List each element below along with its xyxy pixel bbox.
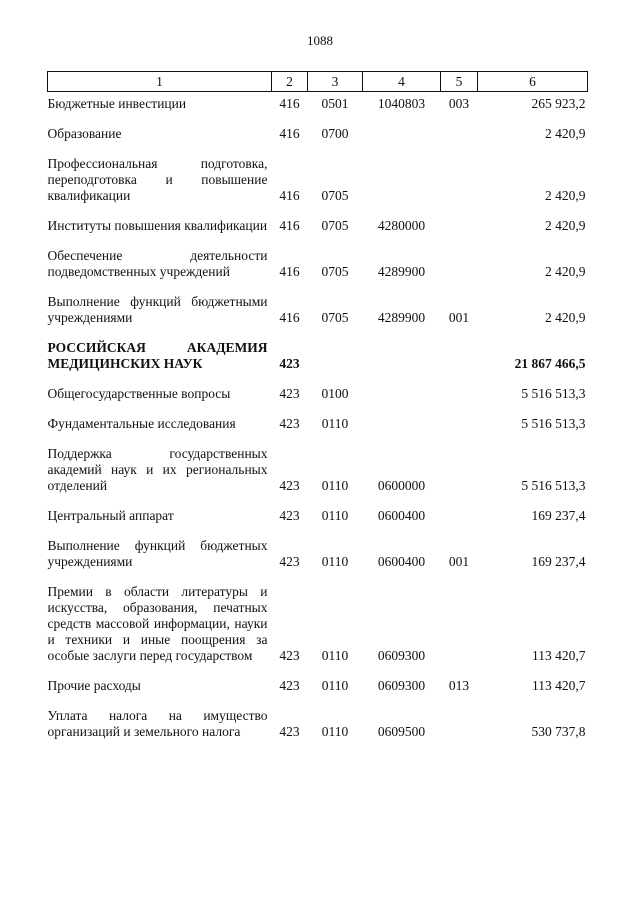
row-expense-type-code: 001 (448, 554, 470, 569)
row-expense-type-code (441, 372, 478, 402)
table-row (48, 664, 588, 694)
row-amount: 21 867 466,5 (514, 356, 586, 371)
table-row (48, 402, 588, 432)
row-section-code: 0110 (321, 724, 349, 739)
row-expense-type-code (441, 326, 478, 372)
row-expense-type-code (441, 142, 478, 204)
page-number: 1088 (307, 33, 333, 48)
budget-table (47, 71, 588, 740)
table-row (48, 92, 588, 113)
row-target-article-code: 0600000 (377, 478, 426, 493)
row-expense-type-code: 001 (448, 310, 470, 325)
row-target-article-code (363, 402, 441, 432)
row-name: Центральный аппарат (47, 508, 174, 523)
column-header-5: 5 (441, 72, 478, 92)
row-section-code: 0501 (321, 96, 349, 111)
row-amount: 2 420,9 (545, 126, 586, 141)
column-header-6: 6 (478, 72, 588, 92)
row-expense-type-code (441, 432, 478, 494)
row-ministry-code: 416 (279, 264, 300, 279)
column-header-2: 2 (272, 72, 308, 92)
row-target-article-code (363, 112, 441, 142)
row-name: Образование (47, 126, 122, 141)
row-section-code: 0705 (321, 188, 349, 203)
row-ministry-code: 423 (279, 508, 300, 523)
table-row (48, 432, 588, 494)
row-amount: 169 237,4 (531, 508, 586, 523)
row-name: РОССИЙСКАЯ АКАДЕМИЯ МЕДИЦИНСКИХ НАУК (47, 340, 268, 371)
row-section-code: 0110 (321, 478, 349, 493)
row-ministry-code: 423 (279, 648, 300, 663)
row-expense-type-code (441, 402, 478, 432)
row-ministry-code: 423 (279, 386, 300, 401)
row-name: Прочие расходы (47, 678, 141, 693)
row-amount: 5 516 513,3 (521, 478, 586, 493)
row-name: Фундаментальные исследования (47, 416, 236, 431)
row-ministry-code: 423 (279, 554, 300, 569)
row-target-article-code: 0609300 (377, 648, 426, 663)
row-target-article-code: 4289900 (377, 310, 426, 325)
row-section-code: 0110 (321, 554, 349, 569)
table-row (48, 280, 588, 326)
row-amount: 2 420,9 (545, 310, 586, 325)
row-amount: 113 420,7 (532, 678, 586, 693)
row-amount: 5 516 513,3 (521, 386, 586, 401)
column-header-4: 4 (363, 72, 441, 92)
row-expense-type-code (441, 112, 478, 142)
table-row (48, 112, 588, 142)
table-row (48, 694, 588, 740)
row-name: Общегосударственные вопросы (47, 386, 231, 401)
row-ministry-code: 423 (279, 678, 300, 693)
row-expense-type-code (441, 570, 478, 664)
row-name: Выполнение функций бюджетными учреждениями (47, 294, 268, 325)
row-expense-type-code: 003 (448, 96, 470, 111)
row-ministry-code: 423 (279, 724, 300, 739)
row-target-article-code (363, 142, 441, 204)
row-target-article-code: 4289900 (377, 264, 426, 279)
row-amount: 5 516 513,3 (521, 416, 586, 431)
row-section-code: 0110 (321, 648, 349, 663)
row-name: Обеспечение деятельности подведомственных учреждений (47, 248, 268, 279)
row-ministry-code: 423 (279, 356, 300, 371)
row-ministry-code: 416 (279, 218, 300, 233)
row-amount: 2 420,9 (545, 264, 586, 279)
row-target-article-code: 1040803 (377, 96, 426, 111)
row-section-code: 0705 (321, 310, 349, 325)
table-row (48, 494, 588, 524)
column-header-1: 1 (48, 72, 272, 92)
table-row (48, 142, 588, 204)
row-name: Институты повышения квалификации (47, 218, 268, 233)
column-header-3: 3 (308, 72, 363, 92)
row-target-article-code: 0600400 (377, 554, 426, 569)
row-amount: 113 420,7 (532, 648, 586, 663)
row-name: Поддержка государственных академий наук и их региональных отделений (47, 446, 268, 493)
table-row (48, 204, 588, 234)
row-amount: 2 420,9 (545, 188, 586, 203)
row-section-code (308, 326, 363, 372)
row-section-code: 0110 (321, 416, 349, 431)
row-amount: 2 420,9 (545, 218, 586, 233)
row-ministry-code: 416 (279, 188, 300, 203)
row-expense-type-code (441, 694, 478, 740)
row-section-code: 0110 (321, 678, 349, 693)
table-row (48, 570, 588, 664)
row-name: Бюджетные инвестиции (47, 96, 187, 111)
row-ministry-code: 423 (279, 416, 300, 431)
row-name: Выполнение функций бюджетных учреждениями (47, 538, 268, 569)
row-ministry-code: 416 (279, 310, 300, 325)
row-target-article-code: 0600400 (377, 508, 426, 523)
table-row (48, 234, 588, 280)
row-section-code: 0100 (321, 386, 349, 401)
row-amount: 169 237,4 (531, 554, 586, 569)
row-section-code: 0700 (321, 126, 349, 141)
row-amount: 530 737,8 (531, 724, 586, 739)
budget-table-body (48, 92, 588, 741)
row-ministry-code: 416 (279, 96, 300, 111)
row-section-code: 0110 (321, 508, 349, 523)
row-target-article-code (363, 326, 441, 372)
row-name: Профессиональная подготовка, переподготовка и повышение квалификации (47, 156, 268, 203)
row-target-article-code (363, 372, 441, 402)
column-number-header-row (48, 72, 588, 92)
row-expense-type-code (441, 204, 478, 234)
row-name: Премии в области литературы и искусства, образования, печатных средств массовой информации, науки и техники и иные поощрения за особые заслуги перед государством (47, 584, 268, 663)
row-expense-type-code: 013 (448, 678, 470, 693)
row-section-code: 0705 (321, 218, 349, 233)
row-ministry-code: 423 (279, 478, 300, 493)
row-target-article-code: 4280000 (377, 218, 426, 233)
row-ministry-code: 416 (279, 126, 300, 141)
row-expense-type-code (441, 494, 478, 524)
table-row (48, 372, 588, 402)
table-row (48, 326, 588, 372)
table-row (48, 524, 588, 570)
row-target-article-code: 0609300 (377, 678, 426, 693)
row-name: Уплата налога на имущество организаций и земельного налога (47, 708, 268, 739)
row-section-code: 0705 (321, 264, 349, 279)
row-amount: 265 923,2 (531, 96, 586, 111)
row-target-article-code: 0609500 (377, 724, 426, 739)
row-expense-type-code (441, 234, 478, 280)
